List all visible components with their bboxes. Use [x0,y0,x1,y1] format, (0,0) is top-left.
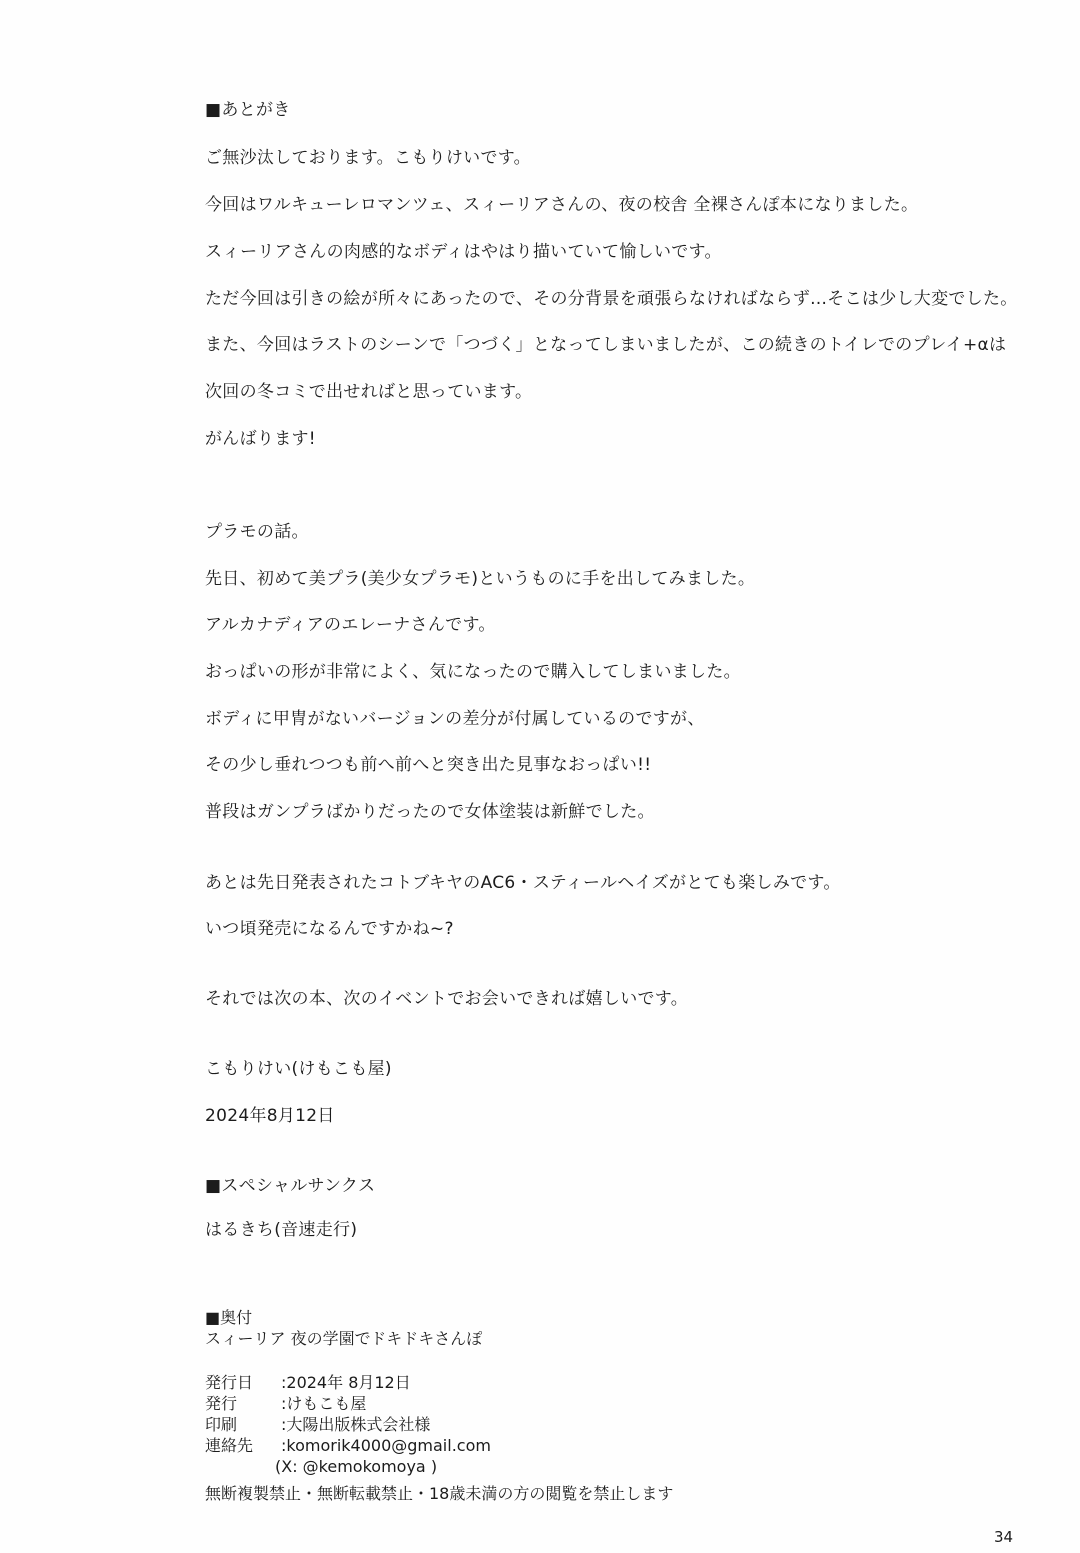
colophon-value: :2024年 8月12日 [281,1373,411,1392]
plamo-paragraph: おっぱいの形が非常によく、気になったので購入してしまいました。 [205,662,741,682]
thanks-name: はるきち(音速走行) [205,1220,358,1240]
colophon-row [205,1372,411,1393]
afterword-paragraph: 次回の冬コミで出せればと思っています。 [205,382,533,402]
signature-date: 2024年8月12日 [205,1106,335,1126]
colophon-row [205,1393,366,1414]
colophon-row [205,1435,491,1456]
author-signature: こもりけい(けもこも屋) [205,1059,392,1079]
colophon-heading: ■奥付 [205,1308,253,1327]
plamo-paragraph: いつ頃発売になるんですかね~? [205,919,454,939]
plamo-paragraph: ボディに甲冑がないバージョンの差分が付属しているのですが、 [205,709,705,729]
colophon-email: :komorik4000@gmail.com [281,1436,491,1455]
plamo-paragraph: 普段はガンプラばかりだったので女体塗装は新鮮でした。 [205,802,655,822]
afterword-paragraph: スィーリアさんの肉感的なボディはやはり描いていて愉しいです。 [205,242,722,262]
plamo-paragraph: それでは次の本、次のイベントでお会いできれば嬉しいです。 [205,989,689,1009]
colophon-label: 連絡先 [205,1436,254,1455]
colophon-notice: 無断複製禁止・無断転載禁止・18歳未満の方の閲覧を禁止します [205,1484,674,1503]
colophon-value: :大陽出版株式会社様 [281,1415,431,1434]
plamo-paragraph: プラモの話。 [205,522,309,542]
afterword-paragraph: ご無沙汰しております。こもりけいです。 [205,148,531,168]
colophon-title: スィーリア 夜の学園でドキドキさんぽ [205,1329,483,1348]
colophon-x-account: (X: @kemokomoya ) [275,1457,438,1476]
colophon-label: 発行日 [205,1373,254,1392]
plamo-paragraph: 先日、初めて美プラ(美少女プラモ)というものに手を出してみました。 [205,569,756,589]
plamo-paragraph: アルカナディアのエレーナさんです。 [205,615,496,635]
colophon-label: 印刷 [205,1415,238,1434]
afterword-paragraph: また、今回はラストのシーンで「つづく」となってしまいましたが、この続きのトイレでのプレイ+αは [205,335,1007,355]
colophon-row [205,1414,430,1435]
colophon-label: 発行 [205,1394,238,1413]
afterword-paragraph: 今回はワルキューレロマンツェ、スィーリアさんの、夜の校舎 全裸さんぽ本になりました。 [205,195,919,215]
afterword-paragraph: ただ今回は引きの絵が所々にあったので、その分背景を頑張らなければならず…そこは少し大変でした。 [205,289,1018,309]
plamo-paragraph: あとは先日発表されたコトブキヤのAC6・スティールヘイズがとても楽しみです。 [205,873,841,893]
afterword-paragraph: がんばります! [205,429,316,449]
colophon-value: :けもこも屋 [281,1394,367,1413]
page-number: 34 [994,1528,1014,1546]
thanks-heading: ■スペシャルサンクス [205,1176,376,1196]
afterword-heading: ■あとがき [205,100,291,120]
plamo-paragraph: その少し垂れつつも前へ前へと突き出た見事なおっぱい!! [205,755,652,775]
